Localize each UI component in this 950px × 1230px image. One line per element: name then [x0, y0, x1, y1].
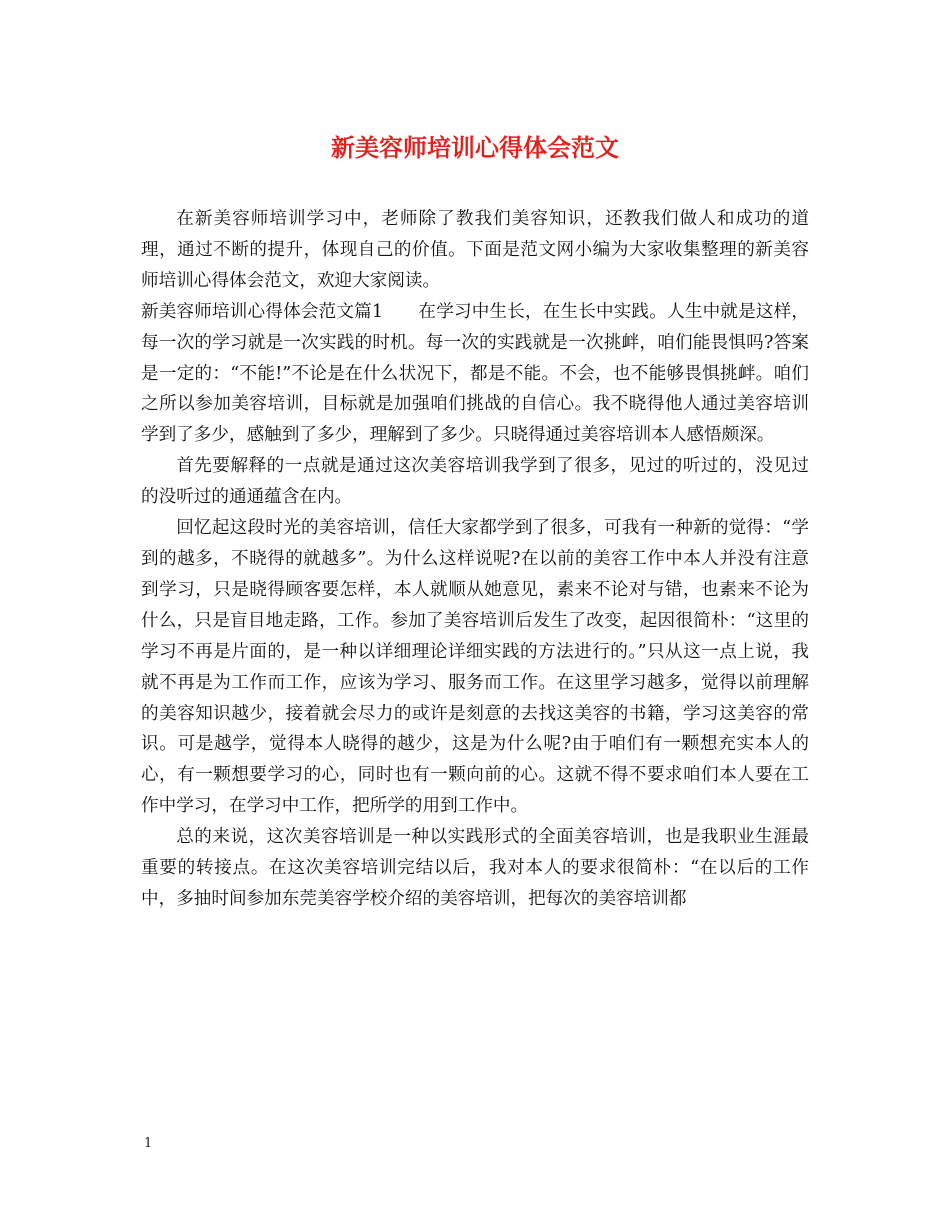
body-paragraph: 回忆起这段时光的美容培训，信任大家都学到了很多，可我有一种新的觉得：“学到的越多，不晓得的就越多”。为什么这样说呢?在以前的美容工作中本人并没有注意到学习，只是晓得顾客要怎样，本人就顺从她意见，素来不论对与错，也素来不论为什么，只是盲目地走路，工作。参加了美容培训后发生了改变，起因很简朴：“这里的学习不再是片面的，是一种以详细理论详细实践的方法进行的。”只从这一点上说，我就不再是为工作而工作，应该为学习、服务而工作。在这里学习越多，觉得以前理解的美容知识越少，接着就会尽力的或许是刻意的去找这美容的书籍，学习这美容的常识。可是越学，觉得本人晓得的越少，这是为什么呢?由于咱们有一颗想充实本人的心，有一颗想要学习的心，同时也有一颗向前的心。这就不得不要求咱们本人要在工作中学习，在学习中工作，把所学的用到工作中。	[141, 518, 809, 817]
body-paragraph: 总的来说，这次美容培训是一种以实践形式的全面美容培训，也是我职业生涯最重要的转接点。在这次美容培训完结以后，我对本人的要求很简朴：“在以后的工作中，多抽时间参加东莞美容学校介绍的美容培训，把每次的美容培训都	[141, 827, 809, 909]
document-body	[141, 204, 809, 915]
page-number: 1	[144, 1136, 153, 1151]
section-heading: 新美容师培训心得体会范文篇1	[141, 301, 384, 322]
intro-paragraph: 在新美容师培训学习中，老师除了教我们美容知识，还教我们做人和成功的道理，通过不断的提升，体现自己的价值。下面是范文网小编为大家收集整理的新美容师培训心得体会范文，欢迎大家阅读。	[141, 209, 809, 291]
document-title: 新美容师培训心得体会范文	[331, 133, 619, 162]
section-paragraph	[141, 297, 809, 452]
section-first-paragraph: 在学习中生长，在生长中实践。人生中就是这样，每一次的学习就是一次实践的时机。每一次的实践就是一次挑衅，咱们能畏惧吗?答案是一定的：“不能!”不论是在什么状况下，都是不能。不会，也不能够畏惧挑衅。咱们之所以参加美容培训，目标就是加强咱们挑战的自信心。我不晓得他人通过美容培训学到了多少，感触到了多少，理解到了多少。只晓得通过美容培训本人感悟颇深。	[141, 301, 809, 446]
body-paragraph: 首先要解释的一点就是通过这次美容培训我学到了很多，见过的听过的，没见过的没听过的通通蕴含在内。	[141, 456, 809, 508]
